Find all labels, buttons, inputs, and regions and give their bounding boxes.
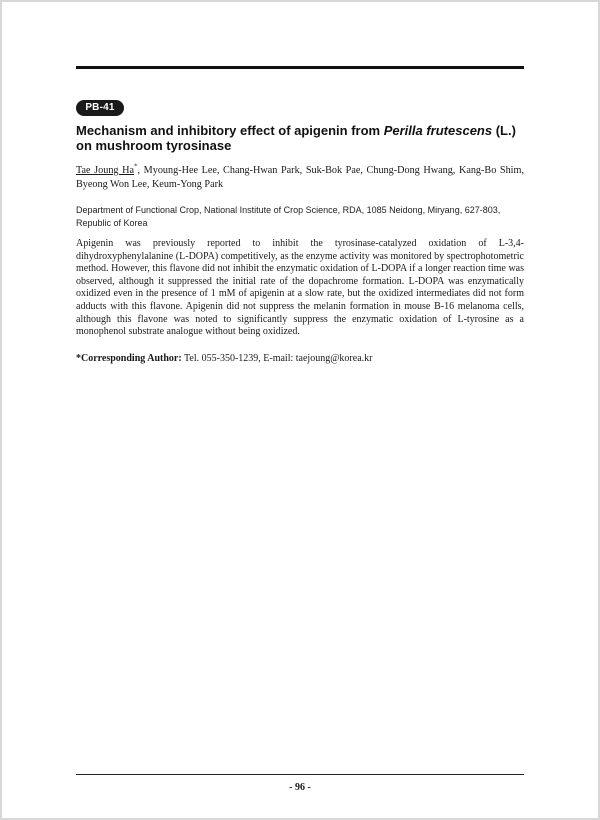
abstract-body: Apigenin was previously reported to inhibit the tyrosinase-catalyzed oxidation of L-3,4-dihydroxyphenylalanine (L-DOPA) competitively, as the enzyme activity was monitored by spectrophotometric method. However, this flavone did not inhibit the enzymatic oxidation of L-DOPA if a longer reaction time was observed, although it suppressed the initial rate of the dopachrome formation. L-DOPA was enzymatically oxidized even in the presence of 1 mM of apigenin at a slow rate, but the oxidized intermediates did not form adducts with this flavone. Apigenin did not suppress the melanin formation in mouse B-16 melanoma cells, although this flavone was noted to significantly suppress the enzymatic oxidation of L-tyrosine as a monophenol substrate analogue without being oxidized. xyxy=(76,238,524,338)
corresponding-author xyxy=(76,352,524,365)
corresponding-tel: Tel. 055-350-1239, E-mail: xyxy=(181,353,296,364)
corresponding-mark: * xyxy=(134,162,138,171)
top-rule xyxy=(76,66,524,69)
lead-author: Tae Joung Ha xyxy=(76,165,135,176)
corresponding-email: taejoung@korea.kr xyxy=(295,353,373,364)
affiliation: Department of Functional Crop, National Institute of Crop Science, RDA, 1085 Neidong, Miryang, 627-803, Republic of Korea xyxy=(76,205,501,228)
abstract-title xyxy=(76,123,524,153)
session-badge: PB-41 xyxy=(76,100,124,116)
co-authors: , Myoung-Hee Lee, Chang-Hwan Park, Suk-Bok Pae, Chung-Dong Hwang, Kang-Bo Shim, Byeong Won Lee, Keum-Yong Park xyxy=(76,165,524,190)
title-part-1: Mechanism and inhibitory effect of apigenin from xyxy=(76,123,384,138)
bottom-rule xyxy=(76,774,524,775)
author-list xyxy=(76,164,524,192)
title-species: Perilla frutescens xyxy=(383,123,493,138)
title-part-2: (L.) on mushroom tyrosinase xyxy=(76,123,516,153)
corresponding-label: *Corresponding Author: xyxy=(76,353,182,364)
page-number: - 96 - xyxy=(289,782,311,793)
